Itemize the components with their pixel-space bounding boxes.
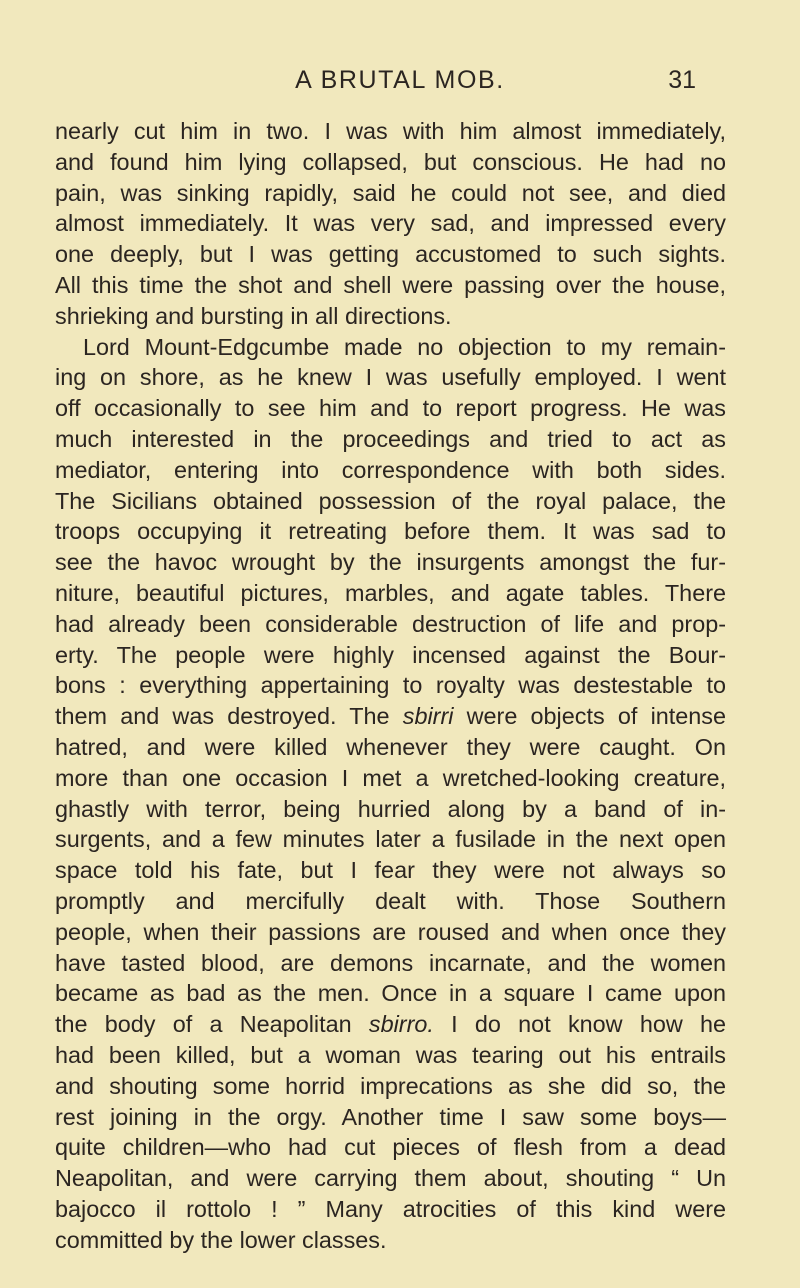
page-header: [0, 62, 800, 102]
text-line: ghastly with terror, being hurried along by a band of in-: [55, 795, 726, 822]
text-line: troops occupying it retreating before them. It was sad to: [55, 518, 726, 545]
text-line-with-italic: [55, 1009, 726, 1040]
page-number: 31: [668, 66, 696, 94]
text-line: committed by the lower classes.: [55, 1226, 387, 1253]
text-line: and shouting some horrid imprecations as she did so, the: [55, 1072, 726, 1099]
text-line: became as bad as the men. Once in a square I came upon: [55, 980, 726, 1007]
text-fragment: them and was destroyed. The: [55, 703, 403, 730]
text-line: people, when their passions are roused and when once they: [55, 918, 726, 945]
text-line: promptly and mercifully dealt with. Those Southern: [55, 887, 726, 914]
text-line: hatred, and were killed whenever they were caught. On: [55, 733, 726, 760]
text-line: rest joining in the orgy. Another time I saw some boys—: [55, 1103, 726, 1130]
text-line: almost immediately. It was very sad, and impressed every: [55, 210, 726, 237]
text-line: see the havoc wrought by the insurgents amongst the fur-: [55, 549, 726, 576]
text-line: mediator, entering into correspondence with both sides.: [55, 456, 726, 483]
text-line: niture, beautiful pictures, marbles, and agate tables. There: [55, 579, 726, 606]
text-line: All this time the shot and shell were passing over the house,: [55, 271, 726, 298]
text-line: surgents, and a few minutes later a fusilade in the next open: [55, 826, 726, 853]
text-line: and found him lying collapsed, but conscious. He had no: [55, 148, 726, 175]
text-line: nearly cut him in two. I was with him almost immediately,: [55, 118, 726, 144]
text-line: erty. The people were highly incensed against the Bour-: [55, 641, 726, 668]
text-line: have tasted blood, are demons incarnate, and the women: [55, 949, 726, 976]
text-line: off occasionally to see him and to report progress. He was: [55, 395, 726, 422]
text-line: pain, was sinking rapidly, said he could not see, and died: [55, 179, 726, 206]
body-text: [55, 116, 726, 1255]
text-line: ing on shore, as he knew I was usefully employed. I went: [55, 364, 726, 391]
text-fragment: were objects of intense: [453, 703, 726, 730]
italic-word: sbirro.: [368, 1011, 434, 1038]
text-line: had been killed, but a woman was tearing out his entrails: [55, 1041, 726, 1068]
text-line: space told his fate, but I fear they were not always so: [55, 857, 726, 884]
text-line: Neapolitan, and were carrying them about, shouting “ Un: [55, 1165, 726, 1192]
text-line: more than one occasion I met a wretched-looking creature,: [55, 764, 726, 791]
text-line: The Sicilians obtained possession of the royal palace, the: [55, 487, 726, 514]
italic-word: sbirri: [402, 703, 454, 730]
text-line: Lord Mount-Edgcumbe made no objection to my remain-: [83, 333, 726, 360]
text-line: shrieking and bursting in all directions.: [55, 302, 452, 329]
running-head: A BRUTAL MOB.: [295, 66, 505, 94]
text-line: one deeply, but I was getting accustomed to such sights.: [55, 241, 726, 268]
text-fragment: I do not know how he: [433, 1011, 726, 1038]
text-line: bajocco il rottolo ! ” Many atrocities of this kind were: [55, 1195, 726, 1222]
text-line-with-italic: [55, 701, 726, 732]
text-line: much interested in the proceedings and tried to act as: [55, 425, 726, 452]
text-line: had already been considerable destruction of life and prop-: [55, 610, 726, 637]
text-fragment: the body of a Neapolitan: [55, 1011, 369, 1038]
text-line: quite children—who had cut pieces of flesh from a dead: [55, 1134, 726, 1161]
text-line: bons : everything appertaining to royalty was destestable to: [55, 672, 726, 699]
